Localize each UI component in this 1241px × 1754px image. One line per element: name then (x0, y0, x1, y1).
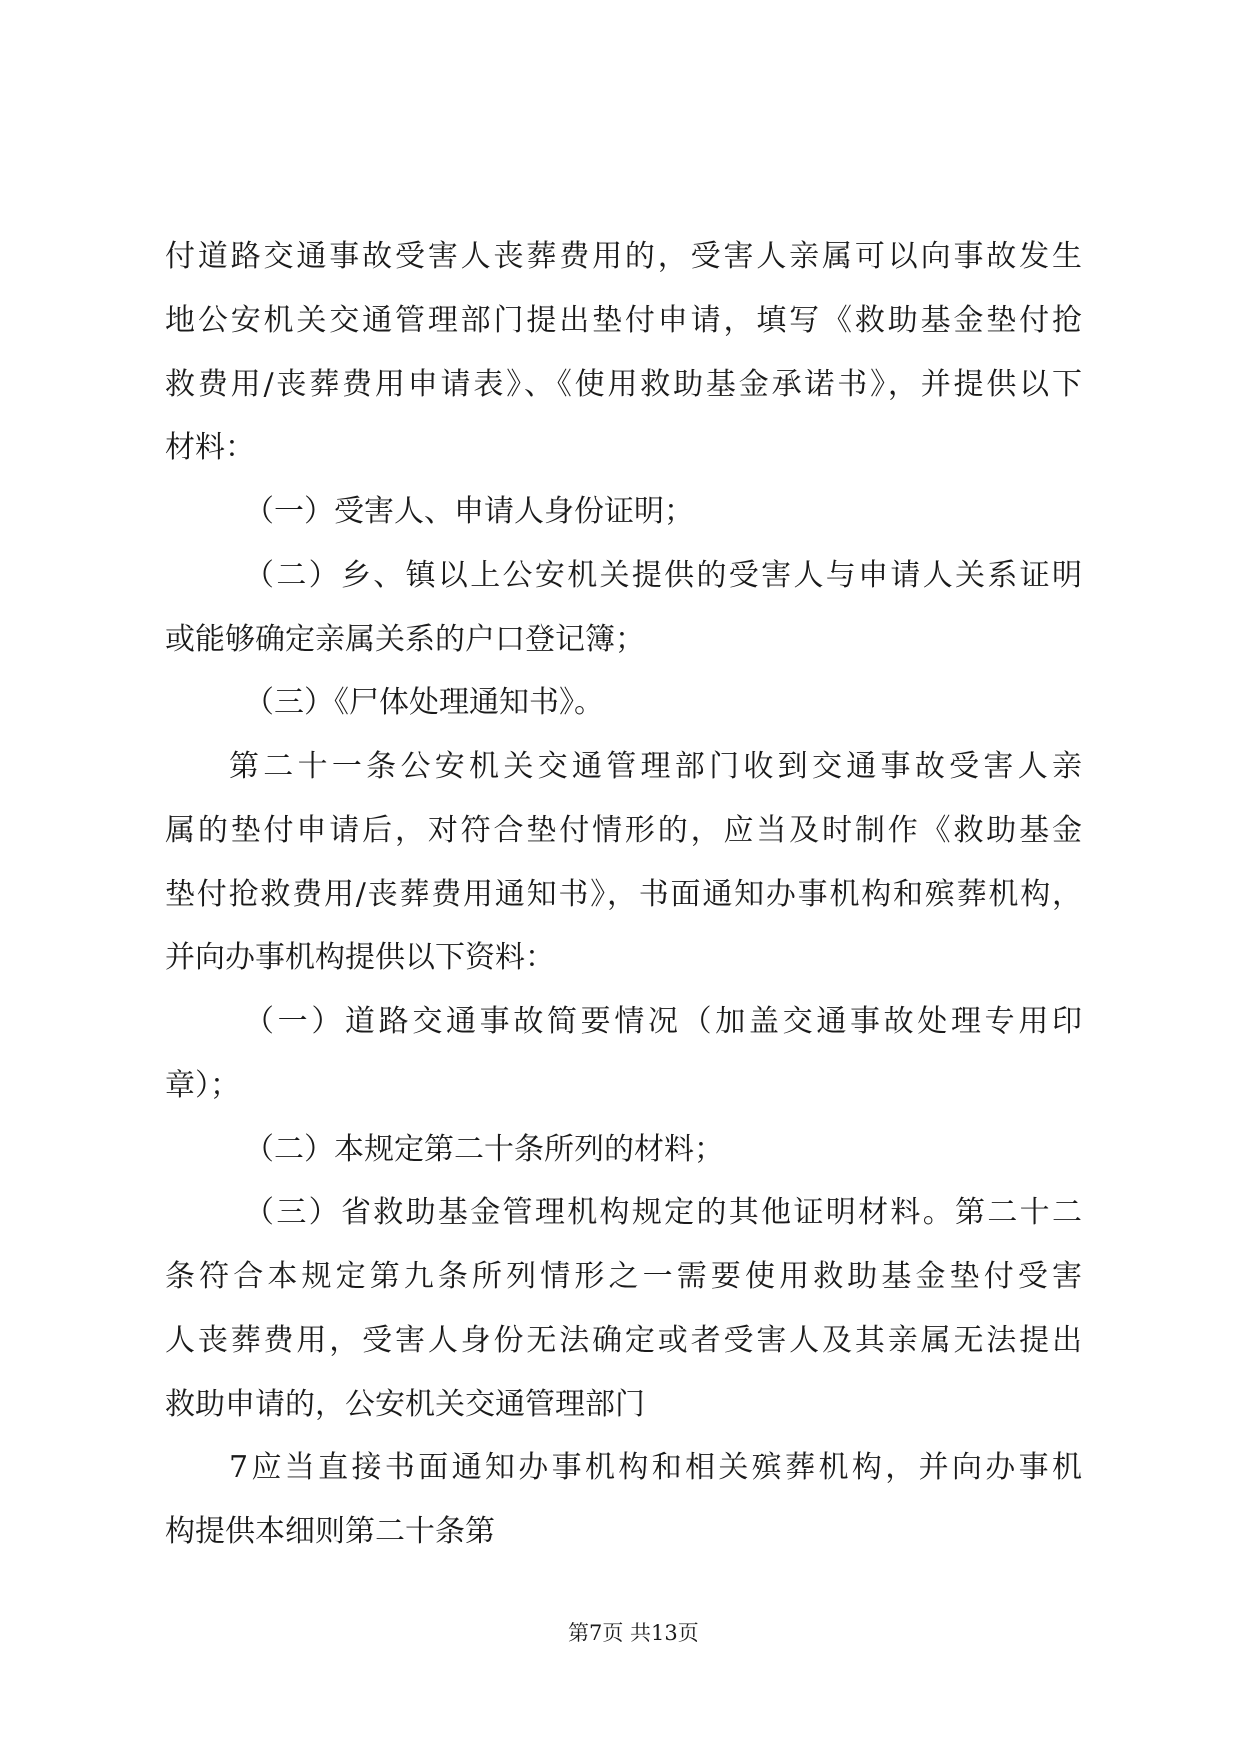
body-text-line: 垫付抢救费用/丧葬费用通知书》，书面通知办事机构和殡葬机构， (165, 876, 1082, 912)
paragraph (165, 225, 1082, 480)
list-item (165, 671, 1082, 735)
body-text-line: 救助申请的，公安机关交通管理部门 (165, 1386, 645, 1422)
body-text-line: 地公安机关交通管理部门提出垫付申请，填写《救助基金垫付抢 (165, 302, 1082, 338)
body-text-line: （一）道路交通事故简要情况（加盖交通事故处理专用印 (244, 1004, 1082, 1039)
paragraph (165, 1436, 1082, 1564)
body-text-line: 人丧葬费用，受害人身份无法确定或者受害人及其亲属无法提出 (165, 1322, 1082, 1358)
body-text-line: 并向办事机构提供以下资料： (165, 940, 555, 976)
list-item (165, 1181, 1082, 1436)
body-text-line: 7应当直接书面通知办事机构和相关殡葬机构，并向办事机 (229, 1450, 1082, 1486)
body-text-line: （二）乡、镇以上公安机关提供的受害人与申请人关系证明 (244, 557, 1082, 593)
body-text-line: 或能够确定亲属关系的户口登记簿； (165, 621, 645, 657)
body-text-line: （三）省救助基金管理机构规定的其他证明材料。第二十二 (244, 1195, 1082, 1231)
list-item (165, 1118, 1082, 1182)
body-text-line: （二）本规定第二十条所列的材料； (244, 1131, 724, 1167)
body-text-line: 第二十一条公安机关交通管理部门收到交通事故受害人亲 (229, 749, 1082, 784)
body-text-line: 救费用/丧葬费用申请表》、《使用救助基金承诺书》，并提供以下 (165, 366, 1082, 402)
body-text-line: （三）《尸体处理通知书》。 (244, 685, 604, 721)
body-text-line: 章）； (165, 1067, 240, 1103)
body-text-line: 构提供本细则第二十条第 (165, 1514, 495, 1549)
document-body (165, 225, 1082, 1564)
body-text-line: 属的垫付申请后，对符合垫付情形的，应当及时制作《救助基金 (165, 812, 1082, 848)
list-item (165, 990, 1082, 1118)
page-number-footer: 第7页 共13页 (568, 1621, 699, 1645)
body-text-line: （一）受害人、申请人身份证明； (244, 494, 694, 529)
body-text-line: 付道路交通事故受害人丧葬费用的，受害人亲属可以向事故发生 (165, 239, 1082, 274)
list-item (165, 480, 1082, 544)
body-text-line: 条符合本规定第九条所列情形之一需要使用救助基金垫付受害 (165, 1259, 1082, 1294)
list-item (165, 544, 1082, 672)
body-text-line: 材料： (165, 430, 255, 466)
paragraph (165, 735, 1082, 990)
